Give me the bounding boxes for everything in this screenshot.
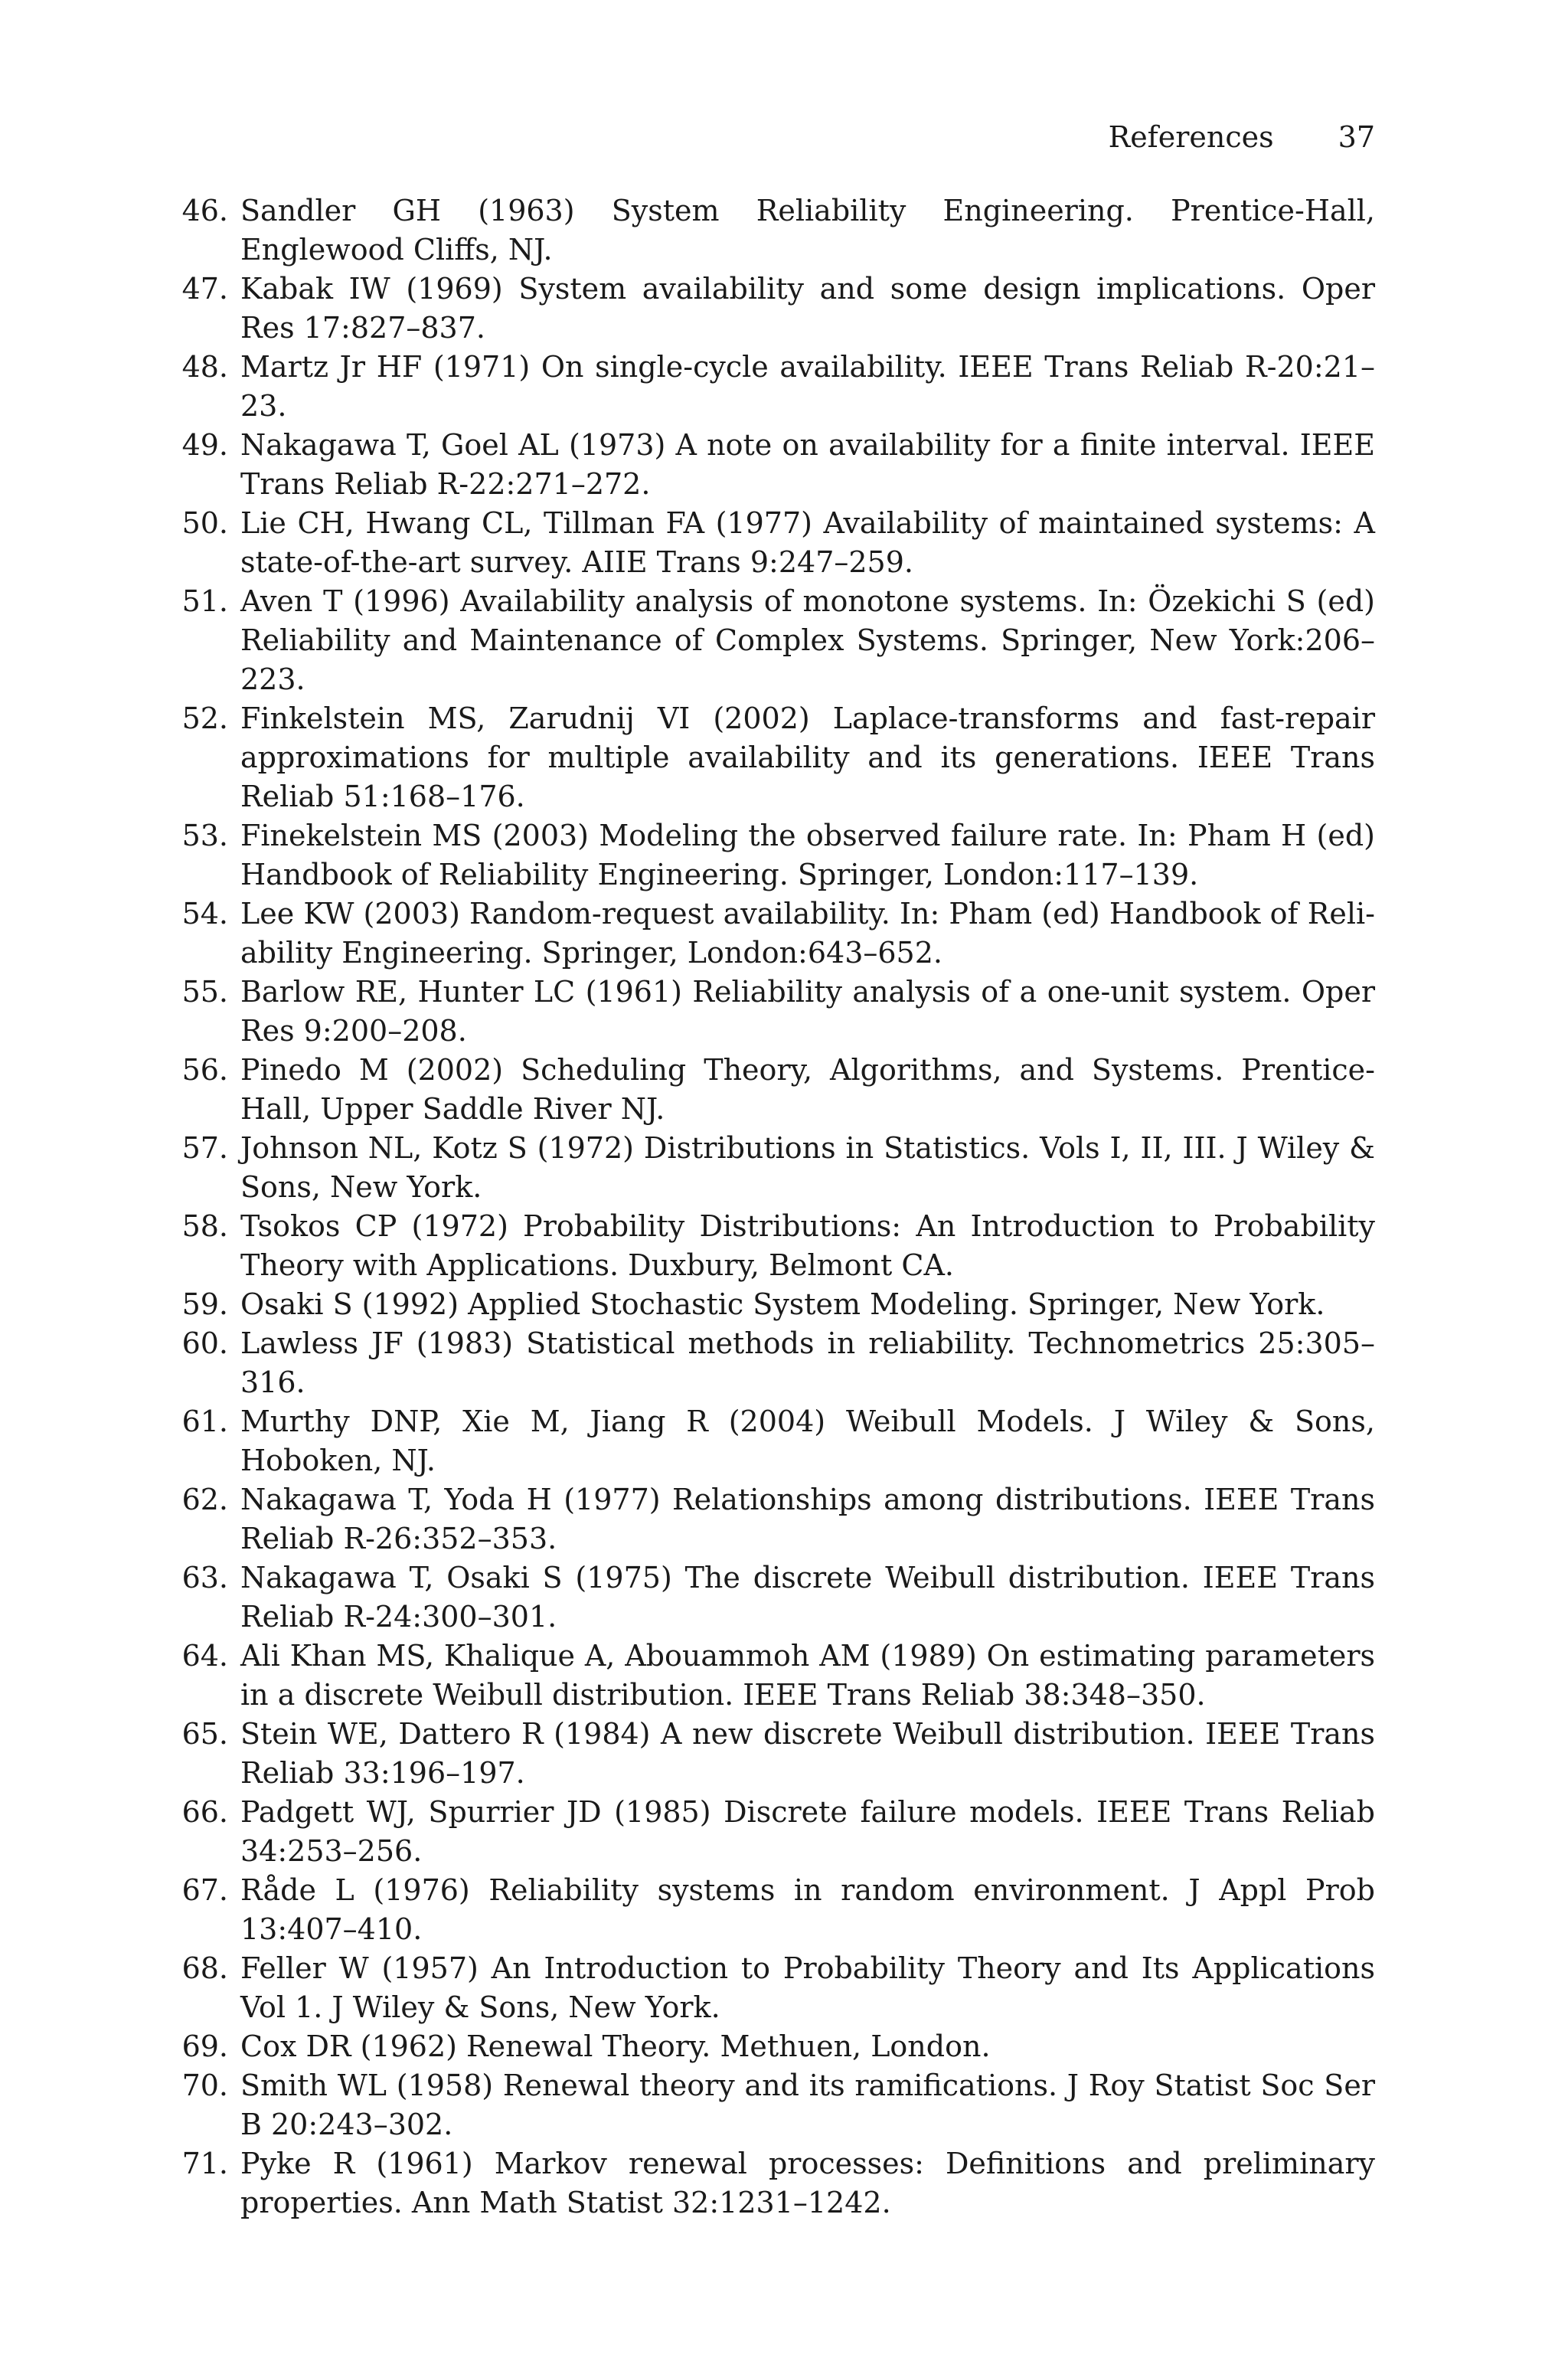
- reference-number: 56.: [181, 1053, 228, 1087]
- reference-item: [173, 699, 1375, 816]
- reference-item: [173, 1129, 1375, 1207]
- reference-item: [173, 1949, 1375, 2027]
- reference-text: Nakagawa T, Osaki S (1975) The discrete Weibull distribution. IEEE Trans Reliab R-24:300–301.: [240, 1561, 1375, 1634]
- reference-text: Lie CH, Hwang CL, Tillman FA (1977) Availability of maintained systems: A state-of-the-art survey. AIIE Trans 9:247–259.: [240, 506, 1375, 579]
- reference-text: Padgett WJ, Spurrier JD (1985) Discrete failure models. IEEE Trans Reliab 34:253–256.: [240, 1795, 1375, 1868]
- reference-item: [173, 1637, 1375, 1715]
- reference-text: Pinedo M (2002) Scheduling Theory, Algorithms, and Systems. Prentice-Hall, Upper Saddle River NJ.: [240, 1053, 1375, 1126]
- reference-item: [173, 1051, 1375, 1129]
- reference-number: 49.: [181, 428, 228, 462]
- reference-number: 51.: [181, 584, 228, 618]
- reference-number: 48.: [181, 350, 228, 384]
- reference-item: [173, 1324, 1375, 1402]
- reference-number: 53.: [181, 819, 228, 852]
- reference-text: Smith WL (1958) Renewal theory and its ramifications. J Roy Statist Soc Ser B 20:243–302.: [240, 2069, 1375, 2141]
- reference-item: [173, 1402, 1375, 1480]
- reference-item: [173, 973, 1375, 1051]
- reference-text: Johnson NL, Kotz S (1972) Distributions in Statistics. Vols I, II, III. J Wiley & Sons, New York.: [240, 1131, 1375, 1204]
- reference-item: [173, 191, 1375, 270]
- reference-item: [173, 816, 1375, 895]
- reference-item: [173, 2144, 1375, 2222]
- reference-text: Lee KW (2003) Random-request availability. In: Pham (ed) Handbook of Reliability Engineering. Springer, London:643–652.: [240, 897, 1375, 970]
- reference-item: [173, 895, 1375, 973]
- reference-text: Ali Khan MS, Khalique A, Abouammoh AM (1989) On estimating parameters in a discrete Weibull distribution. IEEE Trans Reliab 38:348–350.: [240, 1639, 1375, 1712]
- reference-text: Osaki S (1992) Applied Stochastic System Modeling. Springer, New York.: [240, 1287, 1325, 1321]
- reference-item: [173, 270, 1375, 348]
- reference-number: 50.: [181, 506, 228, 540]
- reference-number: 57.: [181, 1131, 228, 1165]
- reference-item: [173, 426, 1375, 504]
- reference-item: [173, 348, 1375, 426]
- reference-number: 64.: [181, 1639, 228, 1673]
- reference-number: 71.: [181, 2147, 228, 2180]
- reference-text: Finekelstein MS (2003) Modeling the observed failure rate. In: Pham H (ed) Handbook of Reliability Engineering. Springer, London:117–139.: [240, 819, 1375, 891]
- reference-item: [173, 582, 1375, 699]
- reference-item: [173, 1715, 1375, 1793]
- reference-number: 65.: [181, 1717, 228, 1751]
- reference-item: [173, 2027, 1375, 2066]
- reference-number: 55.: [181, 975, 228, 1009]
- reference-item: [173, 1558, 1375, 1637]
- reference-text: Sandler GH (1963) System Reliability Engineering. Prentice-Hall, Englewood Cliffs, NJ.: [240, 194, 1375, 267]
- running-head-section-title: References: [1108, 120, 1274, 154]
- reference-number: 62.: [181, 1483, 228, 1516]
- reference-item: [173, 2066, 1375, 2144]
- reference-item: [173, 1793, 1375, 1871]
- reference-text: Nakagawa T, Goel AL (1973) A note on availability for a finite interval. IEEE Trans Reliab R-22:271–272.: [240, 428, 1375, 501]
- reference-text: Murthy DNP, Xie M, Jiang R (2004) Weibull Models. J Wiley & Sons, Hoboken, NJ.: [240, 1405, 1375, 1477]
- reference-number: 67.: [181, 1873, 228, 1907]
- page-number: 37: [1338, 120, 1375, 154]
- reference-number: 69.: [181, 2029, 228, 2063]
- reference-item: [173, 504, 1375, 582]
- reference-number: 68.: [181, 1951, 228, 1985]
- reference-number: 60.: [181, 1326, 228, 1360]
- running-head: [1095, 116, 1375, 158]
- reference-text: Nakagawa T, Yoda H (1977) Relationships among distributions. IEEE Trans Reliab R-26:352–353.: [240, 1483, 1375, 1555]
- reference-number: 61.: [181, 1405, 228, 1438]
- reference-number: 59.: [181, 1287, 228, 1321]
- reference-number: 70.: [181, 2069, 228, 2102]
- reference-number: 66.: [181, 1795, 228, 1829]
- reference-text: Aven T (1996) Availability analysis of monotone systems. In: Özekichi S (ed) Reliability and Maintenance of Complex Systems. Springer, New York:206–223.: [240, 584, 1375, 696]
- reference-text: Martz Jr HF (1971) On single-cycle availability. IEEE Trans Reliab R-20:21–23.: [240, 350, 1375, 423]
- reference-number: 54.: [181, 897, 228, 931]
- reference-text: Pyke R (1961) Markov renewal processes: Definitions and preliminary properties. Ann Math Statist 32:1231–1242.: [240, 2147, 1375, 2219]
- reference-text: Finkelstein MS, Zarudnij VI (2002) Laplace-transforms and fast-repair approximations for multiple availability and its generations. IEEE Trans Reliab 51:168–176.: [240, 702, 1375, 813]
- reference-text: Feller W (1957) An Introduction to Probability Theory and Its Applications Vol 1. J Wiley & Sons, New York.: [240, 1951, 1375, 2024]
- reference-item: [173, 1207, 1375, 1285]
- reference-item: [173, 1871, 1375, 1949]
- reference-item: [173, 1285, 1375, 1324]
- reference-text: Lawless JF (1983) Statistical methods in reliability. Technometrics 25:305–316.: [240, 1326, 1375, 1399]
- reference-text: Cox DR (1962) Renewal Theory. Methuen, London.: [240, 2029, 991, 2063]
- reference-text: Kabak IW (1969) System availability and some design implications. Oper Res 17:827–837.: [240, 272, 1375, 345]
- reference-text: Råde L (1976) Reliability systems in random environment. J Appl Prob 13:407–410.: [240, 1873, 1375, 1946]
- reference-text: Stein WE, Dattero R (1984) A new discrete Weibull distribution. IEEE Trans Reliab 33:196–197.: [240, 1717, 1375, 1790]
- reference-number: 63.: [181, 1561, 228, 1594]
- reference-text: Barlow RE, Hunter LC (1961) Reliability analysis of a one-unit system. Oper Res 9:200–208.: [240, 975, 1375, 1048]
- reference-number: 52.: [181, 702, 228, 735]
- reference-text: Tsokos CP (1972) Probability Distributions: An Introduction to Probability Theory with Applications. Duxbury, Belmont CA.: [240, 1209, 1375, 1282]
- reference-item: [173, 1480, 1375, 1558]
- reference-number: 47.: [181, 272, 228, 306]
- reference-number: 58.: [181, 1209, 228, 1243]
- reference-number: 46.: [181, 194, 228, 227]
- reference-list: [173, 191, 1375, 2222]
